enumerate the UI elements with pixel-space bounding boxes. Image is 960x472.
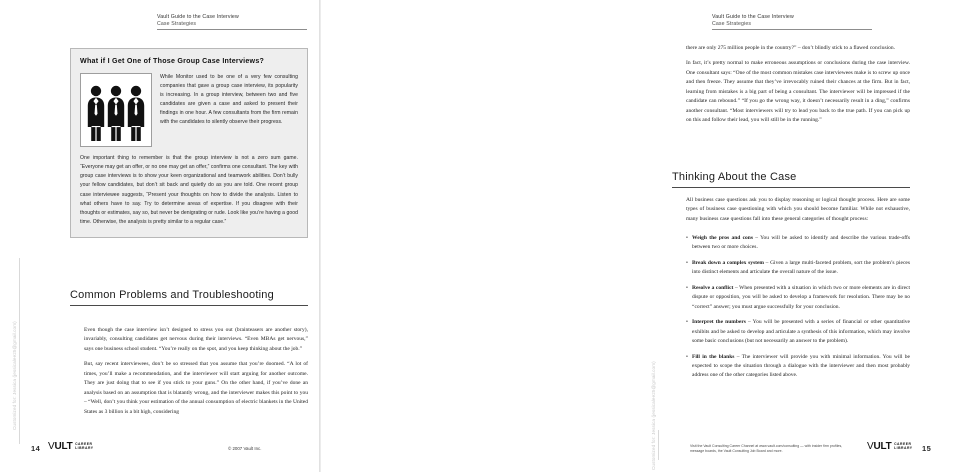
running-head-subtitle: Case Strategies [712,21,752,27]
list-item-text: – Given a large multi-faceted problem, sort the problem’s pieces into distinct elements and articulate the overall nature of the issue. [692,259,910,276]
section-heading-common-problems [70,288,308,306]
running-head-rule [712,29,872,30]
right-page-top-body [686,44,910,132]
vault-logo-left [48,442,94,452]
callout-intro-text: While Monitor used to be one of a very few consulting companies that gave a group case interview, its popularity is increasing. In a group interview, between two and five candidates are given a case and asked to present their findings in one hour. A few consultants from the firm remain with the candidates to silently observe their progress. [160,73,298,125]
list-item-text: – When presented with a situation in which two or more elements are in direct dispute or opposition, you will be asked to develop a framework for resolution. There may be no “correct” answer; you must argue successfully for your conclusion. [692,284,911,310]
bullet-dot-icon: • [686,353,688,360]
bullet-dot-icon: • [686,235,688,241]
callout-box [70,48,308,238]
section-heading-thinking-about-case [672,170,910,188]
vault-logo-career: CAREER [75,442,93,447]
vault-logo-v: V [867,441,874,452]
copyright-notice: © 2007 Vault Inc. [228,446,262,451]
left-page-footer [0,432,320,472]
running-head-left [157,14,307,30]
list-item-lead: Weigh the pros and cons [692,235,753,241]
list-item [686,318,910,346]
right-page-footer [640,432,960,472]
running-head-title: Vault Guide to the Case Interview [712,14,794,20]
vault-logo-library: LIBRARY [75,446,94,450]
running-head-right [712,14,872,30]
section-heading-rule [672,187,910,188]
vault-logo-subtext [894,443,912,450]
watermark-rule-left [19,258,20,444]
page-number-left: 14 [31,444,41,453]
section-heading-rule [70,305,308,306]
bullet-dot-icon: • [686,284,688,291]
thought-process-bullet-list [686,234,910,387]
list-item-text: – The interviewer will provide you with minimal information. You will be expected to scope the situation through a dialogue with the interviewer and then most probably address one of the other categories listed above. [692,353,910,379]
list-item-lead: Break down a complex system [692,259,764,266]
right-page-intro [686,196,910,230]
page-gutter [319,0,321,472]
vault-logo-wordmark [48,442,73,452]
watermark-left: Customized for: Jessica (jessicalee25@gmail.com) [12,321,17,430]
page-number-right: 15 [922,444,932,453]
vault-logo-right [867,442,913,452]
paragraph: there are only 275 million people in the country?” – don’t blindly stick to a flawed conclusion. [686,45,896,51]
left-page [0,0,320,472]
list-item-lead: Interpret the numbers [692,319,746,326]
vault-logo-subtext [75,443,93,450]
right-page [320,0,932,472]
vault-logo-v: V [48,441,55,452]
paragraph: But, say recent interviewees, don’t be so stressed that you assume that you’re doomed. “A lot of times, you’ll make a recommendation, and the interviewer will start arguing for another outcome. They are just doing that to see if you stick to your guns.” On the other hand, if you’ve done an analysis based on an assumption that is blatantly wrong, and the interviewer makes this point to you – “Well, don’t you think your estimation of the annual consumption of electric blankets in the United States as 3 billion is a bit high, considering [84,361,308,415]
vault-logo-library: LIBRARY [894,446,913,450]
list-item-lead: Fill in the blanks [692,353,735,360]
bullet-dot-icon: • [686,259,688,266]
paragraph: Even though the case interview isn’t designed to stress you out (brainteasers are another story), invariably, consulting candidates get nervous during their interviews. “Even MBAs get nervous,” says one business school student. “You’re really on the spot, and you keep thinking about the job.” [84,327,308,352]
list-item [686,234,910,253]
callout-body-text: One important thing to remember is that the group interview is not a zero sum game. “Everyone may get an offer, or no one may get an offer,” confirms one consultant. The key with group case interviews is to show your keen organizational and teamwork abilities. Don’t bully your fellow candidates, but don’t sit back and quietly do as you are told. One recent group case interviewee suggests, “Present your thoughts on how to divide the analysis. Listen to what others have to say. Try to determine areas of expertise. If you disagree with their thoughts or estimates, say so, but never be denigrating or rude. Look like you’re having a good time. Otherwise, the analysis is pretty similar to a regular case.” [80,154,298,226]
left-page-body [84,326,308,423]
list-item-text: – You will be presented with a series of financial or other quantitative exhibits and be asked to develop and articulate a synthesis of this information, which may involve some basic conclusions (but not necessarily an answer to the problem). [692,319,911,345]
promo-text: Visit the Vault Consulting Career Channel at www.vault.com/consulting — with insider firm profiles, message boards, the Vault Consulting Job Board and more. [690,444,843,454]
running-head-rule [157,29,307,30]
vault-logo-ault: ULT [873,441,892,452]
vault-logo-wordmark [867,442,892,452]
running-head-subtitle: Case Strategies [157,21,197,27]
list-item [686,353,910,381]
paragraph: All business case questions ask you to display reasoning or logical thought process. Here are some types of business case questioning with which you should become familiar. While not exhaustive, many business case questions fall into these general categories of thought process: [686,197,910,222]
watermark-rule-right [658,430,659,460]
section-heading-text: Common Problems and Troubleshooting [70,289,274,301]
running-head-title: Vault Guide to the Case Interview [157,14,239,20]
bullet-dot-icon: • [686,319,688,326]
list-item [686,284,910,312]
callout-title: What if I Get One of Those Group Case Interviews? [80,57,265,65]
three-businessmen-icon [80,73,152,147]
list-item [686,259,910,278]
watermark-right: Customized for: Jessica (jessicalee25@gmail.com) [651,361,656,470]
vault-logo-ault: ULT [54,441,73,452]
list-item-text: – You will be asked to identify and describe the various trade-offs between two or more choices. [692,235,910,251]
callout-top-row [80,73,298,147]
paragraph: In fact, it’s pretty normal to make erroneous assumptions or conclusions during the case interview. One consultant says: “One of the most common mistakes case interviewees make is to screw up once and then freeze. They assume that they’ve irrevocably ruined their chances at the firm. But in fact, learning from mistakes is a big part of being a consultant. The interviewer will be impressed if the candidate can rebound.” “If you go the wrong way, it doesn’t necessarily result in a ding,” confirms another consultant. “Most interviewers will try to lead you back to the true path. If you can pick up on this and follow their lead, you will still be in the running.” [686,60,910,124]
section-heading-text: Thinking About the Case [672,171,797,183]
list-item-lead: Resolve a conflict [692,284,734,291]
vault-logo-career: CAREER [894,442,912,447]
